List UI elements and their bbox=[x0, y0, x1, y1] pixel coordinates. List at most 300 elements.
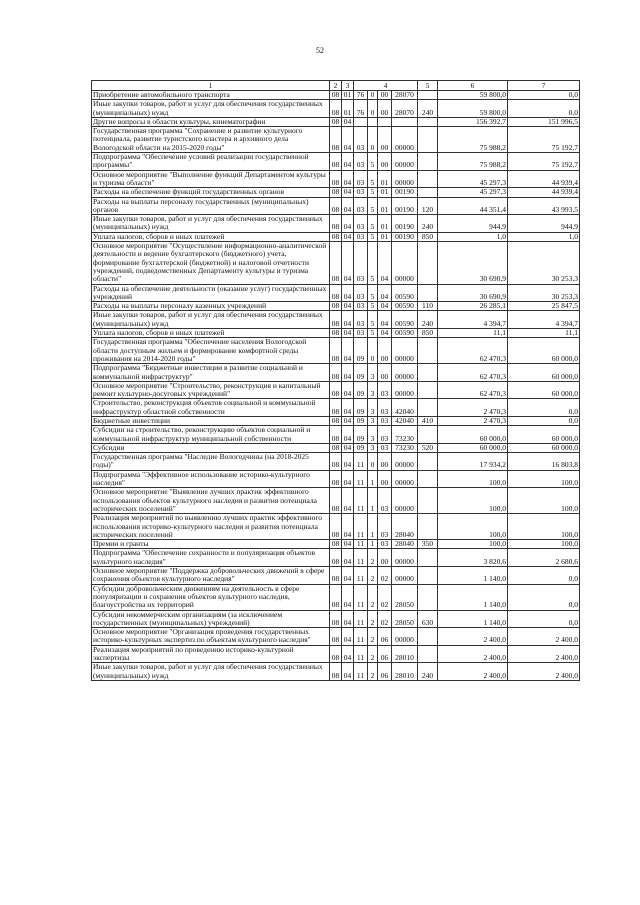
row-amount-col6: 44 351,4 bbox=[438, 197, 508, 215]
table-row bbox=[92, 426, 580, 444]
budget-table bbox=[91, 80, 580, 681]
row-section: 08 bbox=[330, 540, 342, 549]
row-program: 03 bbox=[354, 197, 368, 215]
row-program: 11 bbox=[354, 610, 368, 628]
row-direction: 28070 bbox=[392, 91, 418, 100]
row-expense-type bbox=[418, 453, 438, 471]
row-amount-col6: 75 988,2 bbox=[438, 127, 508, 153]
row-section: 08 bbox=[330, 628, 342, 646]
row-program: 03 bbox=[354, 329, 368, 338]
row-subsection: 04 bbox=[342, 540, 354, 549]
row-expense-type bbox=[418, 488, 438, 514]
row-program: 03 bbox=[354, 188, 368, 197]
row-expense-type: 520 bbox=[418, 443, 438, 452]
row-expense-type bbox=[418, 284, 438, 302]
row-subsection: 04 bbox=[342, 338, 354, 364]
row-amount-col7: 100,0 bbox=[508, 470, 580, 488]
row-section: 08 bbox=[330, 127, 342, 153]
row-expense-type: 110 bbox=[418, 302, 438, 311]
row-name: Уплата налогов, сборов и иных платежей bbox=[92, 232, 330, 241]
row-section: 08 bbox=[330, 663, 342, 681]
row-direction: 00000 bbox=[392, 567, 418, 585]
row-subsection: 04 bbox=[342, 443, 354, 452]
row-expense-type bbox=[418, 338, 438, 364]
row-section: 08 bbox=[330, 453, 342, 471]
row-activity: 02 bbox=[378, 610, 392, 628]
row-expense-type bbox=[418, 628, 438, 646]
row-subprogram: 5 bbox=[368, 188, 378, 197]
row-program: 03 bbox=[354, 215, 368, 233]
row-name: Иные закупки товаров, работ и услуг для обеспечения государственных (муниципальных) нужд bbox=[92, 663, 330, 681]
row-direction: 00000 bbox=[392, 381, 418, 399]
row-name: Субсидии bbox=[92, 443, 330, 452]
row-name: Основное мероприятие "Осуществление информационно-аналитической деятельности и ведение бухгалтерского (бюджетного) учета, формирование бухгалтерской (бюджетной) и налоговой отчетности учреждений, подведомственных Департаменту культуры и туризма области" bbox=[92, 242, 330, 284]
row-expense-type: 350 bbox=[418, 540, 438, 549]
row-amount-col6: 100,0 bbox=[438, 540, 508, 549]
row-program: 09 bbox=[354, 381, 368, 399]
row-amount-col7: 0,0 bbox=[508, 91, 580, 100]
row-name: Основное мероприятие "Строительство, реконструкция и капитальный ремонт культурно-досуговых учреждений" bbox=[92, 381, 330, 399]
row-expense-type bbox=[418, 117, 438, 126]
row-activity: 02 bbox=[378, 567, 392, 585]
row-name: Премии и гранты bbox=[92, 540, 330, 549]
row-expense-type bbox=[418, 567, 438, 585]
row-subprogram: 3 bbox=[368, 364, 378, 382]
row-section: 08 bbox=[330, 364, 342, 382]
row-subprogram: 5 bbox=[368, 153, 378, 171]
row-name: Основное мероприятие "Выявление лучших практик эффективного использования объектов культурного наследия и развития потенциала исторических поселений" bbox=[92, 488, 330, 514]
row-activity: 03 bbox=[378, 416, 392, 425]
row-section: 08 bbox=[330, 399, 342, 417]
row-name: Приобретение автомобильного транспорта bbox=[92, 91, 330, 100]
row-direction: 00590 bbox=[392, 329, 418, 338]
table-row bbox=[92, 100, 580, 118]
row-name: Расходы на обеспечение функций государственных органов bbox=[92, 188, 330, 197]
row-direction: 28040 bbox=[392, 540, 418, 549]
row-name: Субсидии некоммерческим организациям (за исключением государственных (муниципальных) учреждений) bbox=[92, 610, 330, 628]
row-amount-col7: 100,0 bbox=[508, 540, 580, 549]
row-amount-col6: 2 400,0 bbox=[438, 628, 508, 646]
row-amount-col6: 45 297,3 bbox=[438, 188, 508, 197]
row-subsection: 04 bbox=[342, 284, 354, 302]
row-subprogram: 1 bbox=[368, 540, 378, 549]
row-amount-col6: 1 140,0 bbox=[438, 567, 508, 585]
row-expense-type: 120 bbox=[418, 197, 438, 215]
row-program: 03 bbox=[354, 127, 368, 153]
row-subsection: 04 bbox=[342, 215, 354, 233]
row-amount-col7: 0,0 bbox=[508, 584, 580, 610]
row-section: 08 bbox=[330, 91, 342, 100]
row-amount-col7: 44 939,4 bbox=[508, 170, 580, 188]
row-subprogram: 3 bbox=[368, 381, 378, 399]
row-section: 08 bbox=[330, 153, 342, 171]
row-expense-type: 850 bbox=[418, 329, 438, 338]
row-activity: 04 bbox=[378, 242, 392, 284]
row-direction: 00000 bbox=[392, 170, 418, 188]
row-activity: 03 bbox=[378, 514, 392, 540]
row-subsection: 04 bbox=[342, 426, 354, 444]
table-row bbox=[92, 610, 580, 628]
row-amount-col6: 59 800,0 bbox=[438, 91, 508, 100]
page-number: 52 bbox=[316, 46, 324, 55]
row-activity: 00 bbox=[378, 470, 392, 488]
row-name: Подпрограмма "Обеспечение сохранности и популяризация объектов культурного наследия" bbox=[92, 549, 330, 567]
row-subsection: 04 bbox=[342, 514, 354, 540]
row-amount-col7: 30 253,3 bbox=[508, 242, 580, 284]
row-name: Основное мероприятие "Организация проведения государственных историко-культурных экспертиз по объектам культурного наследия" bbox=[92, 628, 330, 646]
row-subsection: 04 bbox=[342, 584, 354, 610]
row-section: 08 bbox=[330, 470, 342, 488]
row-expense-type bbox=[418, 127, 438, 153]
row-name: Основное мероприятие "Выполнение функций Департаментом культуры и туризма области" bbox=[92, 170, 330, 188]
row-subprogram: 3 bbox=[368, 416, 378, 425]
row-amount-col7: 0,0 bbox=[508, 416, 580, 425]
row-amount-col6: 11,1 bbox=[438, 329, 508, 338]
header-col-6: 6 bbox=[438, 81, 508, 91]
row-subprogram: 5 bbox=[368, 197, 378, 215]
row-activity: 03 bbox=[378, 540, 392, 549]
table-row bbox=[92, 188, 580, 197]
row-subprogram: 2 bbox=[368, 584, 378, 610]
row-subsection: 04 bbox=[342, 242, 354, 284]
row-amount-col6: 75 988,2 bbox=[438, 153, 508, 171]
row-subprogram: 3 bbox=[368, 443, 378, 452]
row-subprogram: 5 bbox=[368, 302, 378, 311]
row-amount-col6: 1,0 bbox=[438, 232, 508, 241]
row-name: Расходы на выплаты персоналу государственных (муниципальных) органов bbox=[92, 197, 330, 215]
row-direction: 00590 bbox=[392, 302, 418, 311]
row-subprogram: 0 bbox=[368, 91, 378, 100]
row-program: 11 bbox=[354, 514, 368, 540]
row-program: 11 bbox=[354, 584, 368, 610]
row-amount-col7: 25 847,5 bbox=[508, 302, 580, 311]
row-section: 08 bbox=[330, 645, 342, 663]
row-subsection: 04 bbox=[342, 153, 354, 171]
row-expense-type bbox=[418, 584, 438, 610]
row-subsection: 04 bbox=[342, 663, 354, 681]
row-activity: 04 bbox=[378, 284, 392, 302]
header-col-7: 7 bbox=[508, 81, 580, 91]
table-row bbox=[92, 242, 580, 284]
row-activity: 02 bbox=[378, 584, 392, 610]
row-section: 08 bbox=[330, 381, 342, 399]
row-direction: 28070 bbox=[392, 100, 418, 118]
row-program bbox=[354, 117, 368, 126]
row-direction: 00190 bbox=[392, 188, 418, 197]
row-direction: 00000 bbox=[392, 153, 418, 171]
row-program: 09 bbox=[354, 426, 368, 444]
row-direction: 73230 bbox=[392, 426, 418, 444]
row-section: 08 bbox=[330, 567, 342, 585]
row-subsection: 04 bbox=[342, 453, 354, 471]
row-amount-col7: 11,1 bbox=[508, 329, 580, 338]
row-amount-col6: 1 140,0 bbox=[438, 610, 508, 628]
row-name: Иные закупки товаров, работ и услуг для обеспечения государственных (муниципальных) нужд bbox=[92, 100, 330, 118]
row-section: 08 bbox=[330, 488, 342, 514]
row-program: 09 bbox=[354, 399, 368, 417]
row-amount-col6: 62 470,3 bbox=[438, 338, 508, 364]
row-section: 08 bbox=[330, 514, 342, 540]
table-row bbox=[92, 549, 580, 567]
row-amount-col6: 62 470,3 bbox=[438, 381, 508, 399]
row-section: 08 bbox=[330, 170, 342, 188]
row-amount-col6: 30 690,9 bbox=[438, 284, 508, 302]
row-amount-col7: 151 996,5 bbox=[508, 117, 580, 126]
row-direction: 00000 bbox=[392, 628, 418, 646]
row-amount-col7: 944,9 bbox=[508, 215, 580, 233]
row-name: Основное мероприятие "Поддержка добровольческих движений в сфере сохранения объектов культурного наследия" bbox=[92, 567, 330, 585]
table-row bbox=[92, 127, 580, 153]
row-expense-type bbox=[418, 242, 438, 284]
row-subsection: 04 bbox=[342, 470, 354, 488]
table-row bbox=[92, 470, 580, 488]
row-section: 08 bbox=[330, 416, 342, 425]
row-expense-type: 240 bbox=[418, 311, 438, 329]
row-name: Реализация мероприятий по проведению историко-культурной экспертизы bbox=[92, 645, 330, 663]
row-name: Иные закупки товаров, работ и услуг для обеспечения государственных (муниципальных) нужд bbox=[92, 215, 330, 233]
row-amount-col7: 60 000,0 bbox=[508, 338, 580, 364]
row-amount-col6: 100,0 bbox=[438, 514, 508, 540]
table-row bbox=[92, 215, 580, 233]
row-subprogram: 5 bbox=[368, 311, 378, 329]
row-program: 76 bbox=[354, 91, 368, 100]
row-subprogram: 3 bbox=[368, 399, 378, 417]
row-subprogram: 2 bbox=[368, 645, 378, 663]
row-subsection: 04 bbox=[342, 416, 354, 425]
header-col-5: 5 bbox=[418, 81, 438, 91]
row-subsection: 04 bbox=[342, 117, 354, 126]
row-name: Расходы на выплаты персоналу казенных учреждений bbox=[92, 302, 330, 311]
row-activity: 01 bbox=[378, 197, 392, 215]
row-program: 03 bbox=[354, 232, 368, 241]
row-subsection: 04 bbox=[342, 170, 354, 188]
row-direction: 42040 bbox=[392, 399, 418, 417]
row-amount-col7: 0,0 bbox=[508, 610, 580, 628]
row-activity: 03 bbox=[378, 399, 392, 417]
row-subsection: 01 bbox=[342, 100, 354, 118]
row-subprogram: 3 bbox=[368, 426, 378, 444]
row-subprogram bbox=[368, 117, 378, 126]
table-row bbox=[92, 514, 580, 540]
table-row bbox=[92, 381, 580, 399]
row-program: 11 bbox=[354, 549, 368, 567]
row-activity: 03 bbox=[378, 381, 392, 399]
row-program: 11 bbox=[354, 645, 368, 663]
row-activity: 00 bbox=[378, 127, 392, 153]
row-activity: 06 bbox=[378, 645, 392, 663]
row-direction: 00190 bbox=[392, 232, 418, 241]
row-expense-type: 240 bbox=[418, 663, 438, 681]
row-direction: 00000 bbox=[392, 549, 418, 567]
row-subsection: 04 bbox=[342, 488, 354, 514]
row-program: 76 bbox=[354, 100, 368, 118]
row-name: Государственная программа "Сохранение и развитие культурного потенциала, развитие туристского кластера и архивного дела Вологодской области на 2015-2020 годы" bbox=[92, 127, 330, 153]
row-expense-type bbox=[418, 170, 438, 188]
row-subsection: 04 bbox=[342, 197, 354, 215]
row-activity bbox=[378, 117, 392, 126]
row-activity: 00 bbox=[378, 453, 392, 471]
row-subprogram: 2 bbox=[368, 610, 378, 628]
row-direction: 00000 bbox=[392, 127, 418, 153]
row-subsection: 04 bbox=[342, 364, 354, 382]
row-expense-type: 850 bbox=[418, 232, 438, 241]
row-amount-col7: 60 000,0 bbox=[508, 364, 580, 382]
header-col-4: 4 bbox=[354, 81, 418, 91]
row-subprogram: 5 bbox=[368, 284, 378, 302]
row-program: 11 bbox=[354, 470, 368, 488]
row-program: 03 bbox=[354, 284, 368, 302]
row-activity: 04 bbox=[378, 329, 392, 338]
row-subprogram: 2 bbox=[368, 549, 378, 567]
row-amount-col7: 0,0 bbox=[508, 567, 580, 585]
row-program: 11 bbox=[354, 488, 368, 514]
row-program: 09 bbox=[354, 338, 368, 364]
row-program: 03 bbox=[354, 302, 368, 311]
row-program: 09 bbox=[354, 364, 368, 382]
table-row bbox=[92, 663, 580, 681]
row-direction: 00000 bbox=[392, 470, 418, 488]
row-program: 03 bbox=[354, 242, 368, 284]
row-subprogram: 2 bbox=[368, 628, 378, 646]
row-section: 08 bbox=[330, 117, 342, 126]
row-direction: 00000 bbox=[392, 488, 418, 514]
row-subsection: 04 bbox=[342, 645, 354, 663]
row-subprogram: 5 bbox=[368, 215, 378, 233]
row-amount-col7: 2 680,6 bbox=[508, 549, 580, 567]
row-activity: 01 bbox=[378, 188, 392, 197]
row-amount-col7: 100,0 bbox=[508, 514, 580, 540]
row-expense-type bbox=[418, 381, 438, 399]
row-direction: 28050 bbox=[392, 584, 418, 610]
table-header-row bbox=[92, 81, 580, 91]
row-subprogram: 0 bbox=[368, 127, 378, 153]
row-activity: 00 bbox=[378, 91, 392, 100]
row-expense-type bbox=[418, 91, 438, 100]
row-section: 08 bbox=[330, 311, 342, 329]
row-direction: 00000 bbox=[392, 242, 418, 284]
row-amount-col7: 100,0 bbox=[508, 488, 580, 514]
row-section: 08 bbox=[330, 284, 342, 302]
row-amount-col7: 44 939,4 bbox=[508, 188, 580, 197]
row-section: 08 bbox=[330, 188, 342, 197]
table-row bbox=[92, 153, 580, 171]
row-subprogram: 5 bbox=[368, 170, 378, 188]
table-row bbox=[92, 170, 580, 188]
row-section: 08 bbox=[330, 549, 342, 567]
row-name: Другие вопросы в области культуры, кинематографии bbox=[92, 117, 330, 126]
row-amount-col6: 2 400,0 bbox=[438, 663, 508, 681]
row-amount-col7: 4 394,7 bbox=[508, 311, 580, 329]
row-direction: 28010 bbox=[392, 645, 418, 663]
row-expense-type: 630 bbox=[418, 610, 438, 628]
row-section: 08 bbox=[330, 443, 342, 452]
row-subprogram: 2 bbox=[368, 663, 378, 681]
header-col-1: 1 bbox=[92, 81, 330, 91]
row-program: 09 bbox=[354, 443, 368, 452]
header-col-3: 3 bbox=[342, 81, 354, 91]
row-amount-col6: 17 934,2 bbox=[438, 453, 508, 471]
row-amount-col7: 75 192,7 bbox=[508, 127, 580, 153]
row-amount-col6: 944,9 bbox=[438, 215, 508, 233]
row-section: 08 bbox=[330, 329, 342, 338]
row-program: 11 bbox=[354, 567, 368, 585]
row-subprogram: 0 bbox=[368, 453, 378, 471]
row-subsection: 04 bbox=[342, 311, 354, 329]
row-program: 11 bbox=[354, 453, 368, 471]
row-amount-col6: 60 000,0 bbox=[438, 443, 508, 452]
table-row bbox=[92, 453, 580, 471]
row-program: 11 bbox=[354, 663, 368, 681]
row-activity: 00 bbox=[378, 364, 392, 382]
row-amount-col7: 60 000,0 bbox=[508, 381, 580, 399]
row-amount-col7: 75 192,7 bbox=[508, 153, 580, 171]
table-row bbox=[92, 567, 580, 585]
table-row bbox=[92, 311, 580, 329]
row-activity: 01 bbox=[378, 232, 392, 241]
row-subprogram: 1 bbox=[368, 514, 378, 540]
row-name: Подпрограмма "Бюджетные инвестиции в развитие социальной и коммунальной инфраструктур" bbox=[92, 364, 330, 382]
row-section: 08 bbox=[330, 302, 342, 311]
row-activity: 01 bbox=[378, 170, 392, 188]
row-expense-type bbox=[418, 549, 438, 567]
table-row bbox=[92, 488, 580, 514]
row-expense-type bbox=[418, 514, 438, 540]
row-direction: 00000 bbox=[392, 364, 418, 382]
row-amount-col7: 0,0 bbox=[508, 100, 580, 118]
row-activity: 00 bbox=[378, 153, 392, 171]
row-amount-col7: 2 400,0 bbox=[508, 663, 580, 681]
row-subsection: 04 bbox=[342, 188, 354, 197]
row-name: Государственная программа "Наследие Вологодчины (на 2018-2025 годы)" bbox=[92, 453, 330, 471]
row-direction: 00590 bbox=[392, 311, 418, 329]
row-activity: 04 bbox=[378, 311, 392, 329]
table-row bbox=[92, 364, 580, 382]
row-amount-col6: 2 470,3 bbox=[438, 416, 508, 425]
table-row bbox=[92, 284, 580, 302]
row-amount-col6: 156 392,7 bbox=[438, 117, 508, 126]
row-program: 11 bbox=[354, 628, 368, 646]
row-direction: 28040 bbox=[392, 514, 418, 540]
row-amount-col7: 60 000,0 bbox=[508, 426, 580, 444]
row-section: 08 bbox=[330, 338, 342, 364]
row-amount-col6: 26 285,1 bbox=[438, 302, 508, 311]
row-program: 03 bbox=[354, 311, 368, 329]
row-subsection: 04 bbox=[342, 381, 354, 399]
row-expense-type bbox=[418, 188, 438, 197]
row-amount-col6: 3 820,6 bbox=[438, 549, 508, 567]
row-direction: 00190 bbox=[392, 197, 418, 215]
row-amount-col7: 2 400,0 bbox=[508, 628, 580, 646]
row-subsection: 04 bbox=[342, 567, 354, 585]
row-activity: 06 bbox=[378, 663, 392, 681]
row-subsection: 04 bbox=[342, 302, 354, 311]
row-amount-col6: 100,0 bbox=[438, 488, 508, 514]
row-direction: 00190 bbox=[392, 215, 418, 233]
row-subsection: 04 bbox=[342, 610, 354, 628]
row-program: 03 bbox=[354, 170, 368, 188]
row-direction: 00590 bbox=[392, 284, 418, 302]
row-amount-col7: 1,0 bbox=[508, 232, 580, 241]
row-amount-col6: 4 394,7 bbox=[438, 311, 508, 329]
row-subprogram: 2 bbox=[368, 567, 378, 585]
row-direction: 42040 bbox=[392, 416, 418, 425]
row-amount-col6: 100,0 bbox=[438, 470, 508, 488]
row-activity: 04 bbox=[378, 302, 392, 311]
row-subprogram: 1 bbox=[368, 488, 378, 514]
row-subsection: 04 bbox=[342, 628, 354, 646]
row-amount-col7: 30 253,3 bbox=[508, 284, 580, 302]
row-amount-col6: 2 400,0 bbox=[438, 645, 508, 663]
